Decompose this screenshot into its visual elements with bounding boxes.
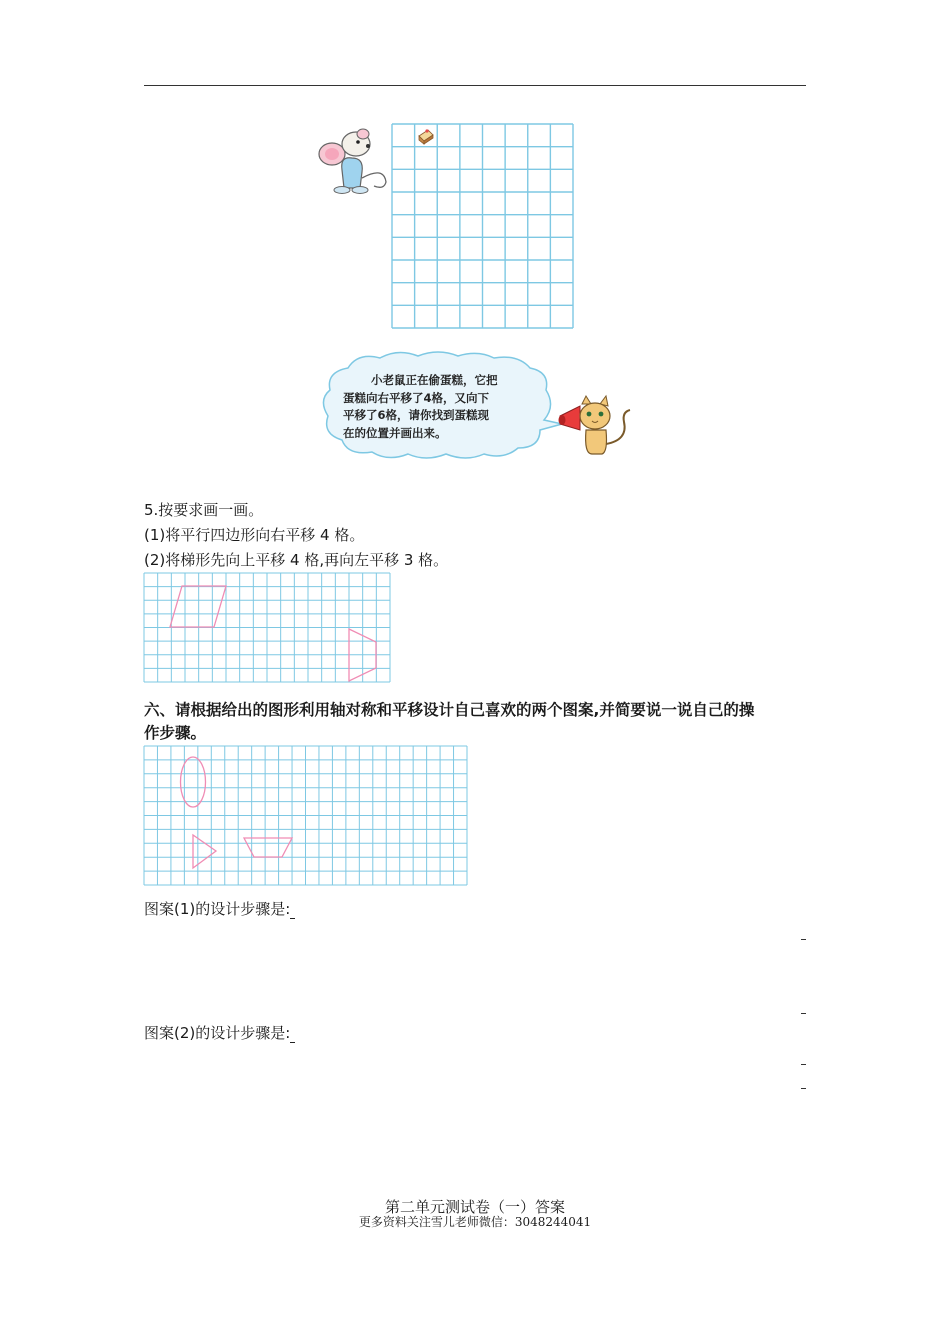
footer-note: 更多资料关注雪儿老师微信：3048244041 — [358, 1215, 592, 1229]
section-6-line-1: 六、请根据给出的图形利用轴对称和平移设计自己喜欢的两个图案,并简要说一说自己的操 — [144, 701, 755, 719]
bubble-line: 小老鼠正在偷蛋糕，它把 — [371, 373, 498, 387]
answer-line[interactable] — [801, 1013, 806, 1014]
q5-item-1: (1)将平行四边形向右平移 4 格。 — [144, 526, 365, 544]
design-2-label — [144, 1023, 295, 1043]
footer-title: 第二单元测试卷（一）答案 — [384, 1198, 565, 1216]
design-2-text: 图案(2)的设计步骤是: — [144, 1024, 291, 1042]
design-1-text: 图案(1)的设计步骤是: — [144, 900, 291, 918]
header-rule — [144, 85, 806, 86]
design-1-label — [144, 899, 295, 919]
bubble-line: 平移了6格，请你找到蛋糕现 — [343, 408, 490, 422]
cake-icon — [416, 126, 436, 144]
q5-grid — [144, 573, 390, 682]
bubble-line: 蛋糕向右平移了4格，又向下 — [343, 390, 490, 405]
answer-blank[interactable] — [290, 1028, 295, 1043]
triangle-shape — [193, 835, 216, 868]
cake-grid — [392, 124, 574, 328]
answer-line[interactable] — [801, 1088, 806, 1089]
answer-line[interactable] — [801, 939, 806, 940]
mouse-illustration — [318, 126, 390, 198]
parallelogram-shape — [170, 586, 226, 627]
q5-item-2: (2)将梯形先向上平移 4 格,再向左平移 3 格。 — [144, 551, 449, 569]
section-6-heading — [144, 699, 808, 745]
answer-blank[interactable] — [290, 904, 295, 919]
answer-line[interactable] — [801, 1064, 806, 1065]
cat-illustration — [558, 396, 634, 458]
bubble-text — [343, 372, 543, 442]
section-6-line-2: 作步骤。 — [144, 724, 207, 742]
q6-grid — [144, 746, 467, 885]
bubble-line: 在的位置并画出来。 — [343, 425, 447, 440]
q5-title: 5.按要求画一画。 — [144, 501, 264, 519]
